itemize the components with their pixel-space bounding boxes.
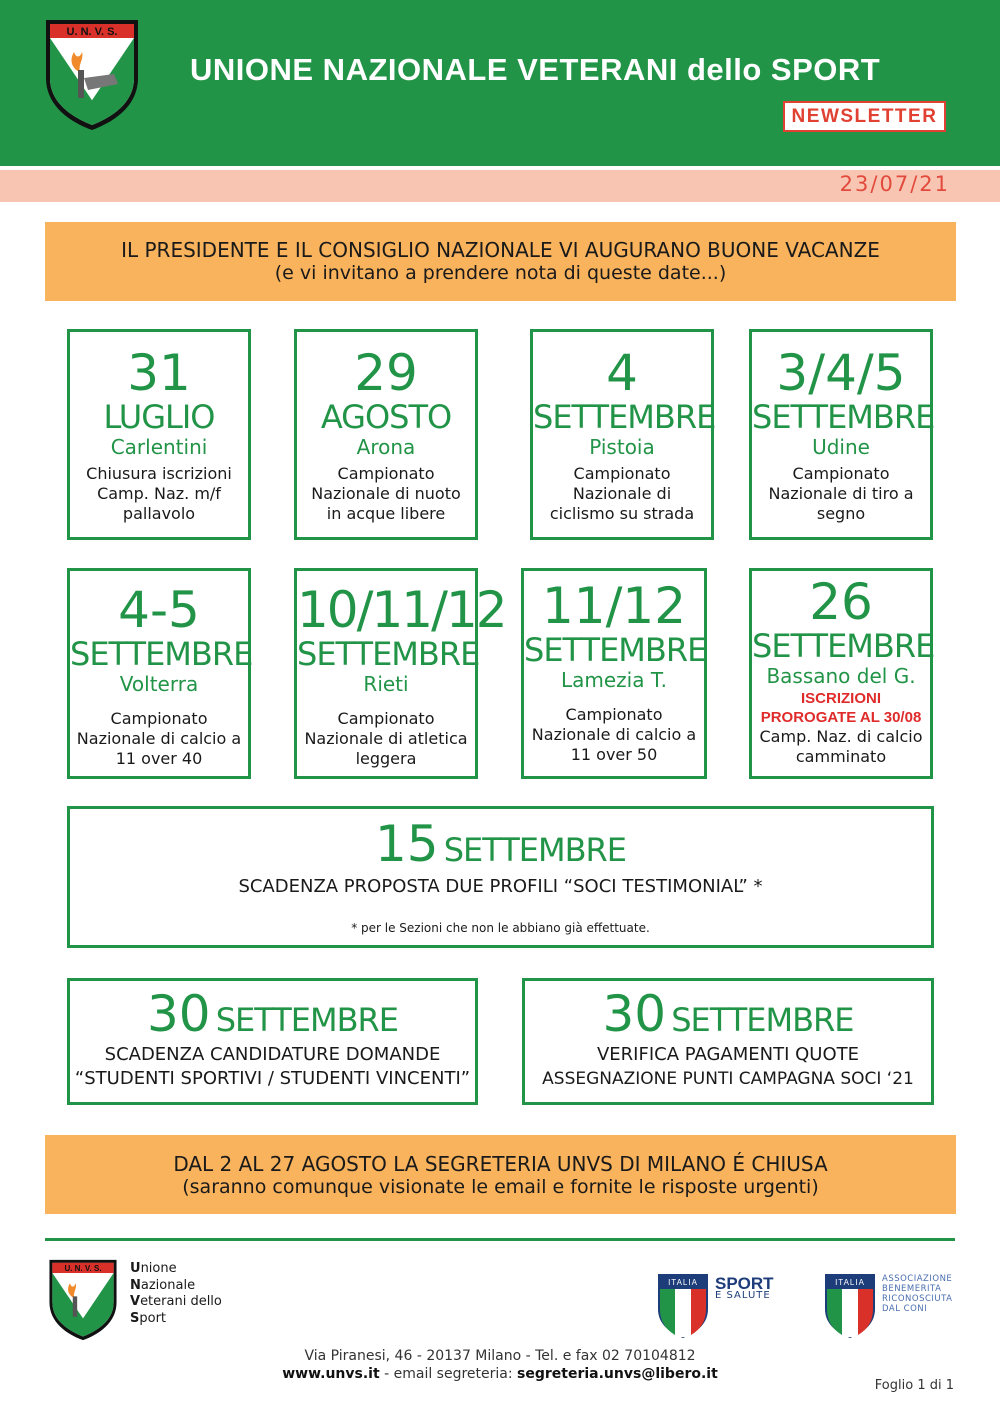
event-card-volterra — [67, 568, 251, 779]
event-month: SETTEMBRE — [752, 627, 935, 665]
event-card-rieti — [294, 568, 506, 779]
svg-text:U. N. V. S.: U. N. V. S. — [66, 26, 118, 38]
coni-line: RICONOSCIUTA — [882, 1294, 953, 1304]
sport-e-salute-title: SPORT — [715, 1274, 774, 1293]
deadline-card-15-settembre — [67, 806, 934, 948]
event-desc: Camp. Naz. di calcio camminato — [759, 727, 923, 766]
event-desc: Campionato Nazionale di calcio a 11 over 50 — [531, 705, 697, 764]
deadline-month: SETTEMBRE — [215, 1001, 398, 1039]
deadline-footnote: * per le Sezioni che non le abbiano già effettuate. — [351, 921, 650, 935]
email-label: - email segreteria: — [379, 1366, 518, 1382]
website-link[interactable]: www.unvs.it — [282, 1366, 380, 1382]
event-month: SETTEMBRE — [533, 398, 716, 436]
event-card-arona — [294, 329, 478, 540]
event-month: SETTEMBRE — [297, 635, 480, 673]
closed-line-1: DAL 2 AL 27 AGOSTO LA SEGRETERIA UNVS DI MILANO É CHIUSA — [173, 1152, 828, 1176]
footer-divider — [45, 1238, 955, 1241]
unvs-shield-logo — [44, 18, 140, 132]
deadline-day: 15 — [374, 815, 439, 873]
event-city: Rieti — [363, 672, 409, 696]
event-city: Volterra — [119, 672, 199, 696]
deadline-text: SCADENZA PROPOSTA DUE PROFILI “SOCI TESTIMONIAL” * — [238, 876, 763, 897]
unvs-shield-logo-small — [48, 1258, 118, 1342]
event-card-carlentini — [67, 329, 251, 540]
event-card-lamezia — [521, 568, 707, 779]
deadline-line-1: SCADENZA CANDIDATURE DOMANDE — [104, 1044, 441, 1065]
deadline-line-1: VERIFICA PAGAMENTI QUOTE — [596, 1044, 859, 1065]
deadline-headline — [70, 815, 931, 873]
issue-date: 23/07/21 — [839, 172, 950, 196]
svg-text:U. N. V. S.: U. N. V. S. — [64, 1263, 102, 1273]
event-day: 10/11/12 — [297, 581, 506, 639]
deadline-line-2: ASSEGNAZIONE PUNTI CAMPAGNA SOCI ‘21 — [542, 1069, 914, 1089]
coni-flag-shield-icon — [824, 1273, 876, 1339]
deadline-day: 30 — [146, 985, 211, 1043]
event-card-udine — [749, 329, 933, 540]
event-desc: Campionato Nazionale di calcio a 11 over 40 — [76, 709, 242, 768]
event-city: Udine — [812, 435, 870, 459]
event-month: SETTEMBRE — [524, 631, 707, 669]
event-desc: Campionato Nazionale di nuoto in acque libere — [311, 464, 461, 523]
newsletter-badge: NEWSLETTER — [783, 101, 946, 132]
event-desc: Campionato Nazionale di ciclismo su strada — [549, 464, 695, 523]
event-day: 4 — [606, 344, 638, 402]
deadline-month: SETTEMBRE — [671, 1001, 854, 1039]
event-city: Carlentini — [110, 435, 208, 459]
acronym-line: Unione — [130, 1261, 177, 1276]
svg-text:ITALIA: ITALIA — [835, 1278, 865, 1287]
closed-line-2: (saranno comunque visionate le email e fornite le risposte urgenti) — [182, 1176, 819, 1198]
org-title: UNIONE NAZIONALE VETERANI dello SPORT — [190, 52, 881, 87]
event-desc: Chiusura iscrizioni Camp. Naz. m/f pallavolo — [86, 464, 232, 523]
event-month: SETTEMBRE — [70, 635, 253, 673]
page-number: Foglio 1 di 1 — [874, 1378, 954, 1393]
footer-address: Via Piranesi, 46 - 20137 Milano - Tel. e fax 02 70104812 — [304, 1348, 696, 1364]
deadline-card-30-settembre-quote — [522, 978, 934, 1105]
footer-contacts — [0, 1366, 1000, 1382]
event-city: Bassano del G. — [766, 664, 916, 688]
event-city: Lamezia T. — [560, 668, 668, 692]
event-day: 11/12 — [541, 577, 687, 635]
deadline-day: 30 — [602, 985, 667, 1043]
acronym-line: Nazionale — [130, 1277, 196, 1293]
event-month: SETTEMBRE — [752, 398, 935, 436]
event-day: 31 — [127, 344, 191, 402]
registration-extended-alert: ISCRIZIONI PROROGATE AL 30/08 — [760, 690, 922, 726]
event-city: Pistoia — [589, 435, 655, 459]
event-day: 3/4/5 — [776, 344, 906, 402]
event-desc: Campionato Nazionale di tiro a segno — [768, 464, 914, 523]
intro-line-2: (e vi invitano a prendere nota di queste date...) — [274, 262, 727, 284]
intro-line-1: IL PRESIDENTE E IL CONSIGLIO NAZIONALE VI AUGURANO BUONE VACANZE — [121, 238, 880, 262]
event-day: 29 — [354, 344, 418, 402]
event-month: AGOSTO — [320, 398, 452, 436]
coni-line: ASSOCIAZIONE — [882, 1274, 953, 1284]
svg-text:ITALIA: ITALIA — [668, 1278, 698, 1287]
acronym-line: Veterani dello — [130, 1294, 222, 1309]
event-day: 4-5 — [118, 581, 200, 639]
event-desc: Campionato Nazionale di atletica leggera — [304, 709, 468, 768]
acronym-line: Sport — [130, 1310, 167, 1326]
event-day: 26 — [809, 573, 873, 631]
deadline-headline — [525, 985, 931, 1043]
event-month: LUGLIO — [103, 398, 215, 436]
email-link[interactable]: segreteria.unvs@libero.it — [517, 1366, 718, 1382]
coni-recognition-text — [882, 1274, 953, 1314]
deadline-headline — [70, 985, 475, 1043]
sport-e-salute-subtitle: E SALUTE — [715, 1290, 771, 1301]
deadline-month: SETTEMBRE — [443, 831, 626, 869]
event-card-bassano — [749, 568, 933, 779]
intro-banner — [45, 222, 956, 301]
coni-line: BENEMERITA — [882, 1284, 942, 1294]
deadline-card-30-settembre-studenti — [67, 978, 478, 1105]
event-city: Arona — [356, 435, 416, 459]
deadline-line-2: “STUDENTI SPORTIVI / STUDENTI VINCENTI” — [74, 1068, 471, 1089]
coni-line: DAL CONI — [882, 1304, 928, 1314]
event-card-pistoia — [530, 329, 714, 540]
header-band — [0, 0, 1000, 166]
office-closed-banner — [45, 1135, 956, 1214]
italia-flag-shield-icon — [657, 1273, 709, 1339]
footer-acronym — [130, 1261, 222, 1327]
date-band — [0, 170, 1000, 202]
